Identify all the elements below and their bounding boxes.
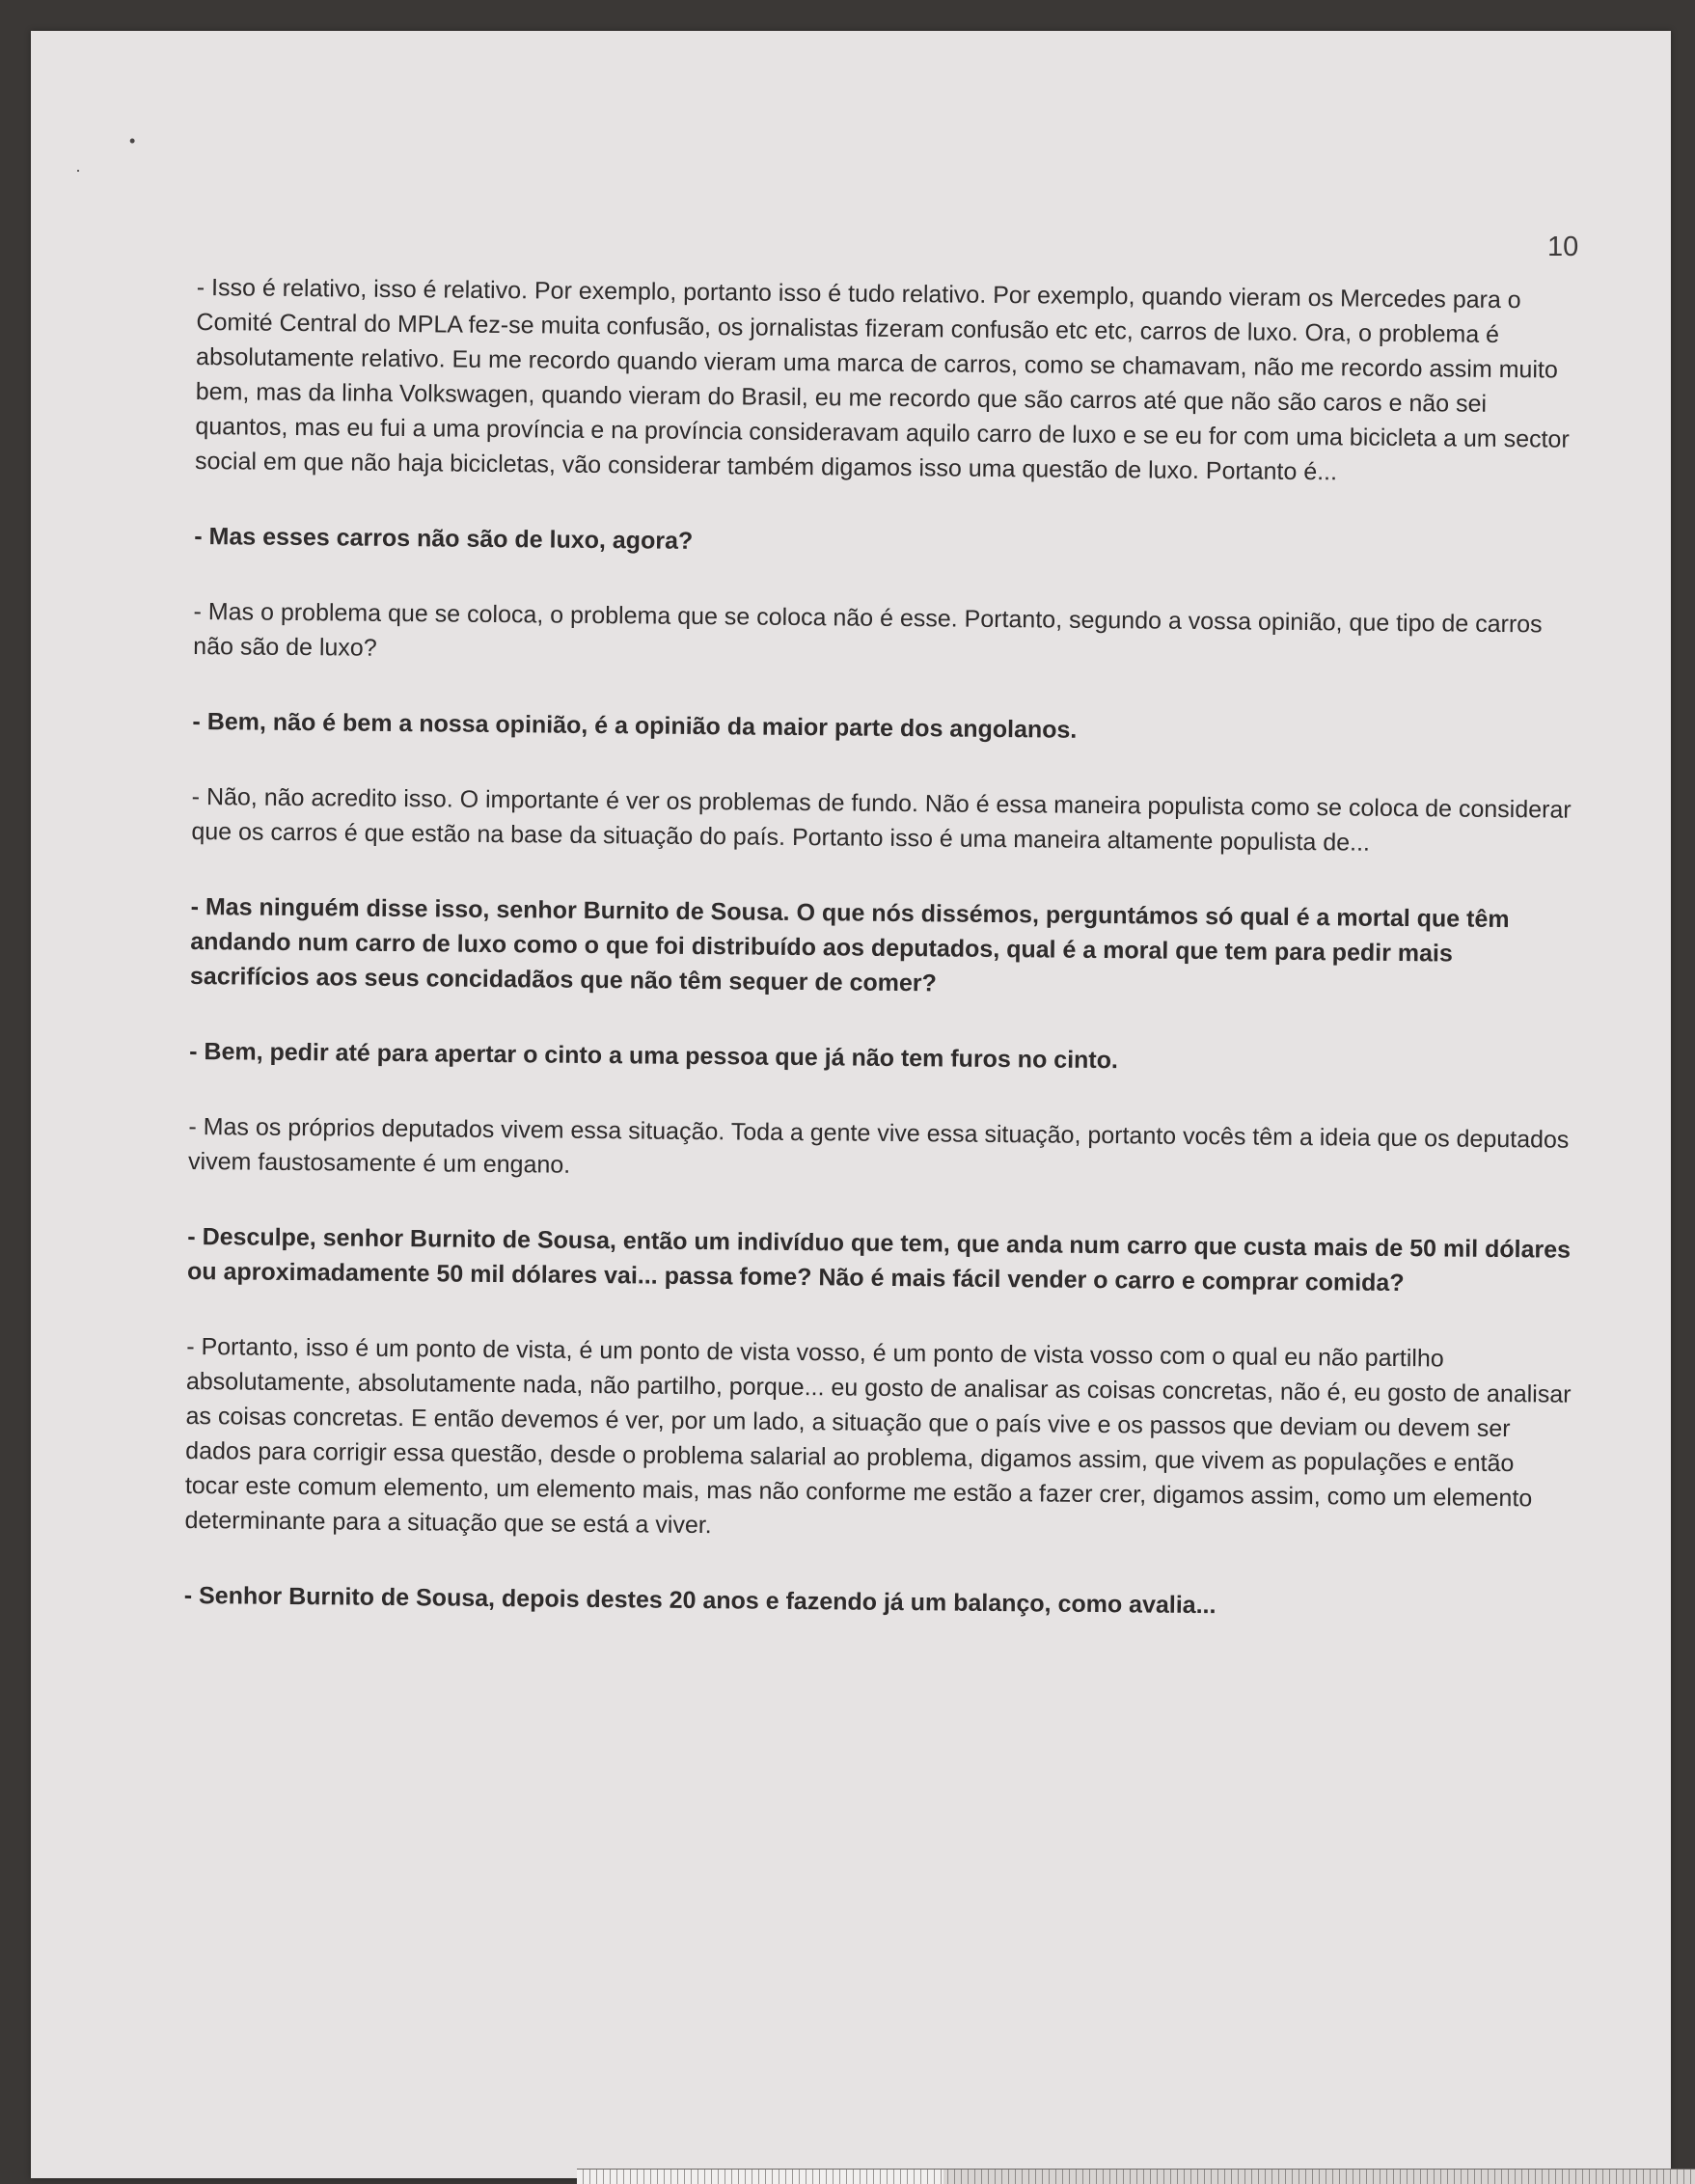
question-paragraph: - Bem, pedir até para apertar o cinto a uma pessoa que já não tem furos no cinto. (189, 1037, 1119, 1075)
measurement-scale (577, 2169, 1695, 2184)
scale-light-segment (577, 2170, 943, 2184)
answer-paragraph: - Não, não acredito isso. O importante é ver os problemas de fundo. Não é essa maneira populista como se coloca de considerar que os carros é que estão na base da situação do país. Portanto isso é uma maneira altamente populista de... (191, 782, 1572, 857)
question-paragraph: - Bem, não é bem a nossa opinião, é a opinião da maior parte dos angolanos. (192, 707, 1078, 744)
question-paragraph: - Mas esses carros não são de luxo, agora? (194, 522, 694, 555)
stray-mark: • (129, 131, 136, 150)
answer-paragraph: - Isso é relativo, isso é relativo. Por exemplo, portanto isso é tudo relativo. Por exemplo, quando vieram os Mercedes para o Comité Central do MPLA fez-se muita confusão, os jornalistas fizeram confusão etc etc, carros de luxo. Ora, o problema é absolutamente relativo. Eu me recordo quando vieram uma marca de carros, como se chamavam, não me recordo assim muito bem, mas da linha Volkswagen, quando vieram do Brasil, eu me recordo que são carros até que não são caros e não sei quantos, mas eu fui a uma província e na província consideravam aquilo carro de luxo e se eu for com uma bicicleta a um sector social em que não haja bicicletas, vão considerar também digamos isso uma questão de luxo. Portanto é... (194, 273, 1570, 486)
interview-text (183, 270, 1582, 1667)
answer-paragraph: - Mas o problema que se coloca, o problema que se coloca não é esse. Portanto, segundo a vossa opinião, que tipo de carros não são de luxo? (193, 597, 1543, 662)
question-paragraph: - Senhor Burnito de Sousa, depois destes 20 anos e fazendo já um balanço, como avalia... (183, 1581, 1217, 1620)
answer-paragraph: - Portanto, isso é um ponto de vista, é um ponto de vista vosso, é um ponto de vista vosso com o qual eu não partilho absolutamente, absolutamente nada, não partilho, porque... eu gosto de analisar as coisas concretas, não é, eu gosto de analisar as coisas concretas. E então devemos é ver, por um lado, a situação que o país vive e os passos que deviam ou devem ser dados para corrigir essa questão, desde o problema salarial ao problema, digamos assim, que vivem as populações e então tocar este comum elemento, um elemento mais, mas não conforme me estão a fazer crer, digamos assim, como um elemento determinante para a situação que se está a viver. (184, 1332, 1572, 1540)
question-paragraph: - Mas ninguém disse isso, senhor Burnito de Sousa. O que nós dissémos, perguntámos só qual é a mortal que têm andando num carro de luxo como o que foi distribuído aos deputados, qual é a moral que tem para pedir mais sacrifícios aos seus concidadãos que não têm sequer de comer? (189, 892, 1510, 997)
stray-mark: · (75, 160, 81, 179)
question-paragraph: - Desculpe, senhor Burnito de Sousa, então um indivíduo que tem, que anda num carro que custa mais de 50 mil dólares ou aproximadamente 50 mil dólares vai... passa fome? Não é mais fácil vender o carro e comprar comida? (186, 1222, 1572, 1297)
answer-paragraph: - Mas os próprios deputados vivem essa situação. Toda a gente vive essa situação, portanto vocês têm a ideia que os deputados vivem faustosamente é um engano. (187, 1112, 1570, 1179)
document-page (31, 31, 1671, 2178)
page-number: 10 (1547, 232, 1579, 262)
